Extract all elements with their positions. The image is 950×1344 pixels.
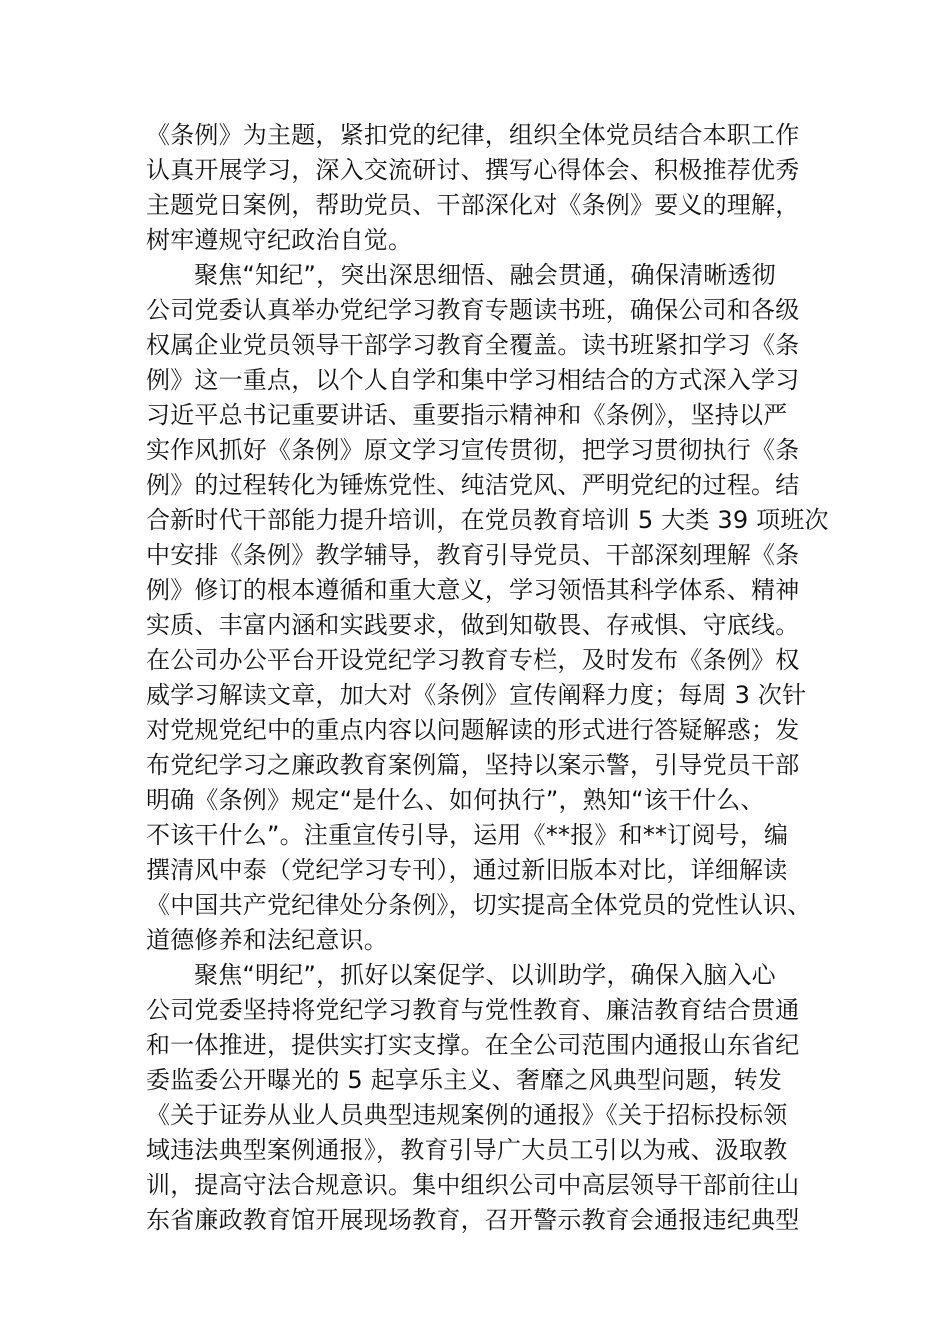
text-line: 威学习解读文章，加大对《条例》宣传阐释力度；每周 3 次针 <box>146 681 807 709</box>
text-line: 和一体推进，提供实打实支撑。在全公司范围内通报山东省纪 <box>146 1031 800 1059</box>
text-line: 《关于证券从业人员典型违规案例的通报》《关于招标投标领 <box>146 1101 788 1129</box>
text-line: 道德修养和法纪意识。 <box>146 926 388 954</box>
text-line: 对党规党纪中的重点内容以问题解读的形式进行答疑解惑；发 <box>146 716 800 744</box>
text-line: 例》的过程转化为锤炼党性、纯洁党风、严明党纪的过程。结 <box>146 471 800 499</box>
text-line: 公司党委认真举办党纪学习教育专题读书班，确保公司和各级 <box>146 296 800 324</box>
text-line: 例》修订的根本遵循和重大意义，学习领悟其科学体系、精神 <box>146 576 800 604</box>
document-body <box>146 118 829 1238</box>
text-line: 不该干什么”。注重宣传引导，运用《**报》和**订阅号，编 <box>146 821 789 849</box>
text-line: 东省廉政教育馆开展现场教育，召开警示教育会通报违纪典型 <box>146 1206 800 1234</box>
text-line: 权属企业党员领导干部学习教育全覆盖。读书班紧扣学习《条 <box>146 331 800 359</box>
text-line: 委监委公开曝光的 5 起享乐主义、奢靡之风典型问题，转发 <box>146 1066 783 1094</box>
text-line: 实质、丰富内涵和实践要求，做到知敬畏、存戒惧、守底线。 <box>146 611 800 639</box>
text-line: 实作风抓好《条例》原文学习宣传贯彻，把学习贯彻执行《条 <box>146 436 800 464</box>
text-line: 主题党日案例，帮助党员、干部深化对《条例》要义的理解， <box>146 191 800 219</box>
text-line: 例》这一重点，以个人自学和集中学习相结合的方式深入学习 <box>146 366 800 394</box>
text-line: 《条例》为主题，紧扣党的纪律，组织全体党员结合本职工作 <box>146 121 800 149</box>
text-line: 树牢遵规守纪政治自觉。 <box>146 226 413 254</box>
text-line: 训，提高守法合规意识。集中组织公司中高层领导干部前往山 <box>146 1171 800 1199</box>
text-line: 明确《条例》规定“是什么、如何执行”，熟知“该干什么、 <box>146 786 765 814</box>
paragraph-first-line: 聚焦“知纪”，突出深思细悟、融会贯通，确保清晰透彻 <box>194 261 776 289</box>
text-line: 合新时代干部能力提升培训，在党员教育培训 5 大类 39 项班次 <box>146 506 829 534</box>
text-line: 公司党委坚持将党纪学习教育与党性教育、廉洁教育结合贯通 <box>146 996 800 1024</box>
text-line: 认真开展学习，深入交流研讨、撰写心得体会、积极推荐优秀 <box>146 156 800 184</box>
text-line: 撰清风中泰（党纪学习专刊），通过新旧版本对比，详细解读 <box>146 856 788 884</box>
paragraph-first-line: 聚焦“明纪”，抓好以案促学、以训助学，确保入脑入心 <box>194 961 776 989</box>
text-line: 在公司办公平台开设党纪学习教育专栏，及时发布《条例》权 <box>146 646 800 674</box>
text-line: 习近平总书记重要讲话、重要指示精神和《条例》，坚持以严 <box>146 401 788 429</box>
text-line: 中安排《条例》教学辅导，教育引导党员、干部深刻理解《条 <box>146 541 800 569</box>
text-line: 域违法典型案例通报》，教育引导广大员工引以为戒、汲取教 <box>146 1136 788 1164</box>
text-line: 布党纪学习之廉政教育案例篇，坚持以案示警，引导党员干部 <box>146 751 800 779</box>
text-line: 《中国共产党纪律处分条例》，切实提高全体党员的党性认识、 <box>146 891 812 919</box>
